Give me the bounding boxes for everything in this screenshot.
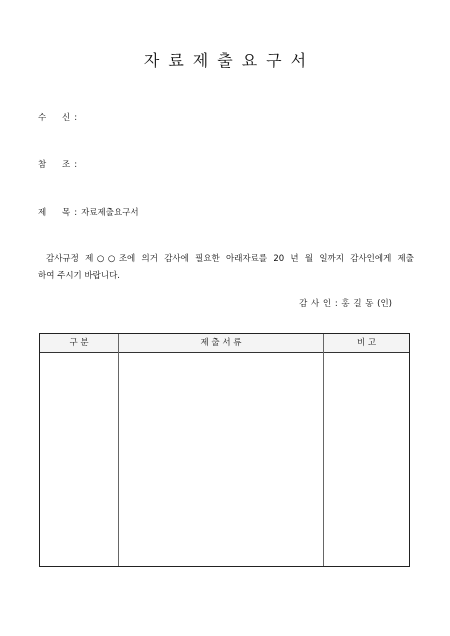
document-title: 자료제출요구서 [143,51,316,70]
recipient-label-second: 신 [62,113,71,123]
recipient-field [38,111,81,123]
table-body[interactable] [40,353,409,566]
request-body-line-1: 감사규정 제○○조에 의거 감사에 필요한 아래자료를 20 년 월 일까지 감사인에게 제출 [46,254,414,264]
subject-label-second: 목 [62,208,71,218]
recipient-label-first: 수 [38,113,47,123]
request-body [38,251,414,285]
reference-label-first: 참 [38,160,47,170]
header-remarks: 비 고 [356,338,377,348]
subject-label-first: 제 [38,208,47,218]
reference-field [38,158,81,170]
subject-field [38,206,139,218]
document-list-table [39,333,410,567]
header-submitted-documents: 제 출 서 류 [200,338,242,348]
recipient-colon: : [74,113,78,123]
reference-label-second: 조 [62,160,71,170]
auditor-signature-line: 감 사 인 : 홍 길 동 (인) [299,299,392,309]
subject-colon: : [74,208,78,218]
subject-value: 자료제출요구서 [81,208,139,218]
request-body-line-2: 하여 주시기 바랍니다. [38,271,121,281]
reference-colon: : [74,160,78,170]
header-category: 구 분 [69,338,89,348]
